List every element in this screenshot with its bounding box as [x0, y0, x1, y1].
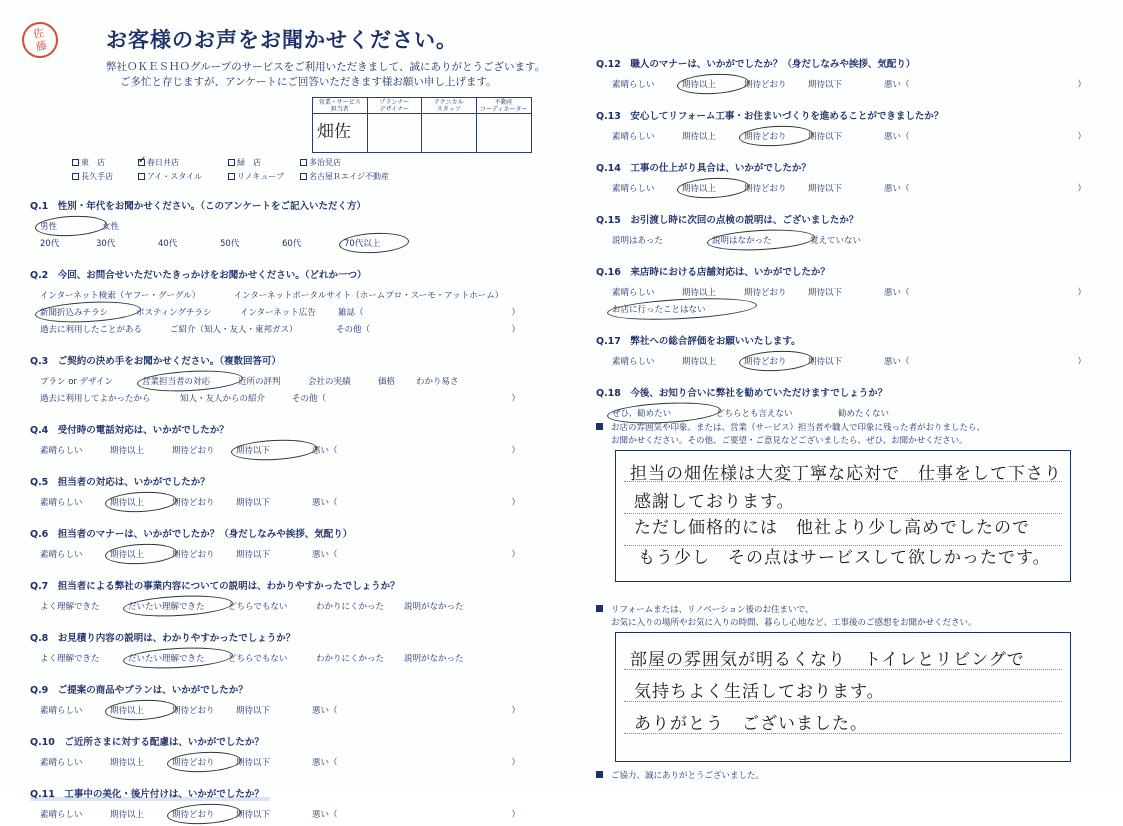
answer-option[interactable]: 期待どおり — [744, 288, 787, 298]
comment1-box[interactable] — [615, 450, 1071, 582]
stamp-char-2: 藤 — [34, 38, 49, 54]
answer-option[interactable]: よく理解できた — [40, 602, 100, 612]
option-row — [596, 130, 1086, 142]
paren-close: ） — [511, 550, 520, 560]
answer-option[interactable]: 勧めたくない — [838, 409, 890, 419]
paren-close: ） — [511, 706, 520, 716]
paren-close: ） — [1077, 357, 1086, 367]
answer-option[interactable]: 期待以下 — [236, 706, 271, 716]
selected-option[interactable]: 営業担当者の対応 — [142, 375, 238, 387]
footer-text: ご協力、誠にありがとうございました。 — [611, 771, 765, 781]
store-option[interactable] — [228, 171, 300, 182]
intro-line-2: ご多忙と存じますが、アンケートにご回答いただきます様お願い申し上げます。 — [120, 76, 497, 88]
answer-option[interactable]: 期待以下 — [236, 498, 271, 508]
question-block — [30, 678, 520, 716]
store-label: 春日井店 — [147, 158, 179, 167]
answer-option[interactable]: 悪い（ — [312, 706, 338, 716]
answer-option[interactable]: どちらでもない — [228, 602, 288, 612]
answer-option[interactable]: 期待以上 — [110, 758, 145, 768]
question-block — [30, 730, 520, 768]
question-title: Q.17 弊社への総合評価をお願いいたします。 — [596, 333, 801, 347]
selected-option[interactable]: だいたい理解できた — [128, 600, 228, 612]
question-block — [596, 52, 1086, 90]
question-title: Q.7 担当者による弊社の事業内容についての説明は、わかりやすかったでしょうか？ — [30, 578, 400, 592]
comment1-heading-line-2: お聞かせください。その他、ご要望・ご意見などございましたら、ぜひ、お聞かせください。 — [611, 436, 968, 446]
option-row — [30, 375, 520, 387]
store-label: アイ・スタイル — [147, 172, 203, 181]
answer-option[interactable]: インターネットポータルサイト（ホームプロ・スーモ・アットホーム） — [233, 291, 504, 301]
answer-option[interactable]: 素晴らしい — [612, 184, 655, 194]
answer-option[interactable]: 価格 — [378, 377, 396, 387]
question-title: Q.8 お見積り内容の説明は、わかりやすかったでしょうか？ — [30, 630, 295, 644]
question-block — [30, 263, 520, 335]
answer-option[interactable]: わかりにくかった — [316, 654, 385, 664]
answer-option[interactable]: ポスティングチラシ — [136, 308, 212, 318]
staff-value-planner[interactable] — [368, 114, 423, 152]
answer-option[interactable]: わかり易さ — [416, 377, 459, 387]
answer-option[interactable]: 素晴らしい — [40, 758, 83, 768]
question-title: Q.2 今回、お問合せいただいたきっかけをお聞かせください。（どれか一つ） — [30, 267, 367, 281]
selected-option[interactable]: だいたい理解できた — [128, 652, 228, 664]
comment1-heading — [596, 422, 985, 448]
checkbox-icon[interactable] — [228, 159, 235, 166]
answer-option[interactable]: 悪い（ — [312, 550, 338, 560]
selected-option[interactable]: 説明はなかった — [712, 234, 810, 246]
paren-close: ） — [511, 308, 520, 318]
comment1-handwriting-2: 感謝しております。 — [634, 492, 795, 512]
store-option[interactable] — [72, 157, 138, 168]
staff-value-technical[interactable] — [422, 114, 477, 152]
store-label: 長久手店 — [81, 172, 113, 181]
selected-option[interactable]: 期待どおり — [172, 756, 236, 768]
answer-option[interactable]: 期待以下 — [808, 132, 843, 142]
store-checklist — [72, 157, 402, 182]
option-row — [596, 234, 1086, 246]
store-option[interactable] — [300, 171, 400, 182]
answer-option[interactable]: 悪い（ — [312, 446, 338, 456]
comment1-handwriting-3: ただし価格的には 他社より少し高めでしたので — [634, 518, 1030, 538]
answer-option[interactable]: 素晴らしい — [40, 706, 83, 716]
answer-option[interactable]: その他（ — [336, 325, 371, 335]
answer-option[interactable]: 悪い（ — [884, 132, 910, 142]
answer-option[interactable]: 悪い（ — [312, 810, 338, 820]
checkbox-icon[interactable] — [300, 159, 307, 166]
answer-option[interactable]: 期待どおり — [744, 80, 787, 90]
answer-option[interactable]: 説明がなかった — [404, 602, 464, 612]
question-block — [30, 418, 520, 456]
store-label: 多治見店 — [309, 158, 341, 167]
selected-option[interactable]: 期待どおり — [744, 130, 808, 142]
answer-option[interactable]: 40代 — [158, 239, 178, 249]
store-option[interactable] — [138, 157, 228, 168]
paren-close: ） — [511, 394, 520, 404]
answer-option[interactable]: 50代 — [220, 239, 240, 249]
answer-option[interactable]: 期待以上 — [682, 357, 717, 367]
store-option[interactable] — [72, 171, 138, 182]
answer-option[interactable]: 期待以下 — [808, 288, 843, 298]
answer-option[interactable]: 期待どおり — [172, 446, 215, 456]
answer-option[interactable]: 近所の評判 — [238, 377, 281, 387]
answer-option[interactable]: 悪い（ — [884, 184, 910, 194]
answer-option[interactable]: 覚えていない — [810, 236, 862, 246]
question-title: Q.5 担当者の対応は、いかがでしたか？ — [30, 474, 210, 488]
comment2-handwriting-3: ありがとう ございました。 — [634, 714, 868, 734]
question-title: Q.1 性別・年代をお聞かせください。（このアンケートをご記入いただく方） — [30, 198, 366, 212]
checkbox-icon[interactable] — [228, 173, 235, 180]
paren-close: ） — [1077, 184, 1086, 194]
answer-option[interactable]: 期待以下 — [808, 184, 843, 194]
comment1-handwriting-1: 担当の畑佐様は大変丁寧な応対で 仕事をして下さり — [630, 464, 1062, 484]
answer-option[interactable]: 素晴らしい — [612, 288, 655, 298]
answer-option[interactable]: 期待以上 — [682, 132, 717, 142]
question-title: Q.9 ご提案の商品やプランは、いかがでしたか？ — [30, 682, 248, 696]
intro-text — [106, 60, 545, 90]
answer-option[interactable]: インターネット検索（ヤフー・グーグル） — [40, 291, 201, 301]
staff-header-realestate: 不動産 コーディネーター — [477, 98, 532, 114]
answer-option[interactable]: 30代 — [96, 239, 116, 249]
question-title: Q.3 ご契約の決め手をお聞かせください。（複数回答可） — [30, 353, 281, 367]
answer-option[interactable]: 期待どおり — [172, 498, 215, 508]
answer-option[interactable]: 悪い（ — [884, 357, 910, 367]
option-row — [30, 306, 520, 318]
stamp-char-1: 佐 — [31, 26, 46, 42]
selected-option[interactable]: 期待以上 — [682, 78, 744, 90]
question-block — [30, 782, 520, 820]
store-label: 名古屋Ｒエイジ不動産 — [309, 172, 389, 181]
answer-option[interactable]: 期待以下 — [236, 758, 271, 768]
selected-option[interactable]: 70代以上 — [344, 237, 404, 249]
comment2-heading-line-1: リフォームまたは、リノベーション後のお住まいで、 — [611, 605, 814, 615]
comment1-heading-line-1: お店の雰囲気や印象。または、営業（サービス）担当者や職人で印象に残った者がおりましたら、 — [611, 423, 986, 433]
question-block — [30, 522, 520, 560]
answer-option[interactable]: 会社の実績 — [308, 377, 351, 387]
selected-option[interactable]: 期待どおり — [172, 808, 236, 820]
checkbox-icon[interactable] — [72, 159, 79, 166]
answer-option[interactable]: どちらとも言えない — [716, 409, 793, 419]
staff-value-sales[interactable]: 畑佐 — [313, 114, 368, 152]
staff-header-technical: テクニカル スタッフ — [422, 98, 477, 114]
paren-close: ） — [511, 498, 520, 508]
staff-value-realestate[interactable] — [477, 114, 532, 152]
bullet-square-icon — [596, 423, 603, 430]
store-option[interactable] — [138, 171, 228, 182]
answer-option[interactable]: 女性 — [102, 222, 120, 232]
checkbox-icon[interactable] — [72, 173, 79, 180]
answer-option[interactable]: 説明がなかった — [404, 654, 464, 664]
paren-close: ） — [1077, 132, 1086, 142]
answer-option[interactable]: どちらでもない — [228, 654, 288, 664]
question-title: Q.13 安心してリフォーム工事・お住まいづくりを進めることができましたか？ — [596, 108, 943, 122]
comment1-handwriting-4: もう少し その点はサービスして欲しかったです。 — [638, 548, 1051, 568]
answer-option[interactable]: 期待どおり — [744, 184, 787, 194]
answer-option[interactable]: 過去に利用してよかったから — [40, 394, 151, 404]
question-block — [30, 626, 520, 664]
answer-option[interactable]: 悪い（ — [884, 288, 910, 298]
answer-option[interactable]: 期待以上 — [110, 810, 145, 820]
option-row — [30, 496, 520, 508]
store-option[interactable] — [228, 157, 300, 168]
question-block — [596, 104, 1086, 142]
option-row — [30, 237, 520, 249]
answer-option[interactable]: その他（ — [292, 394, 327, 404]
answer-option[interactable]: 期待以上 — [682, 288, 717, 298]
right-column — [562, 0, 1123, 793]
answer-option[interactable]: 期待以下 — [808, 80, 843, 90]
answer-option[interactable]: 期待どおり — [172, 706, 215, 716]
answer-option[interactable]: 期待以下 — [808, 357, 843, 367]
answer-option[interactable]: 悪い（ — [884, 80, 910, 90]
comment2-heading — [596, 604, 977, 630]
question-title: Q.16 来店時における店舗対応は、いかがでしたか？ — [596, 264, 830, 278]
answer-option[interactable]: 説明はあった — [612, 236, 663, 246]
staff-header-planner: プランナー デザイナー — [368, 98, 423, 114]
option-row — [596, 407, 1086, 419]
question-block — [30, 349, 520, 404]
bullet-square-icon — [596, 771, 603, 778]
comment2-handwriting-2: 気持ちよく生活しております。 — [634, 682, 885, 702]
option-row — [30, 652, 520, 664]
paren-close: ） — [511, 810, 520, 820]
question-title: Q.12 職人のマナーは、いかがでしたか？（身だしなみや挨拶、気配り） — [596, 56, 915, 70]
question-block — [596, 260, 1086, 315]
paren-close: ） — [1077, 80, 1086, 90]
paren-close: ） — [511, 446, 520, 456]
answer-option[interactable]: インターネット広告 — [240, 308, 316, 318]
answer-option[interactable]: 期待どおり — [172, 550, 215, 560]
comment2-handwriting-1: 部屋の雰囲気が明るくなり トイレとリビングで — [630, 650, 1025, 670]
option-row — [30, 289, 520, 301]
bullet-square-icon — [596, 605, 603, 612]
answer-option[interactable]: 素晴らしい — [612, 357, 655, 367]
store-label: 東 店 — [81, 158, 105, 167]
question-title: Q.6 担当者のマナーは、いかがでしたか？（身だしなみや挨拶、気配り） — [30, 526, 352, 540]
selected-option[interactable]: 期待以上 — [110, 704, 172, 716]
checkbox-icon[interactable] — [138, 159, 145, 166]
option-row — [30, 548, 520, 560]
option-row — [30, 808, 520, 820]
answer-option[interactable]: ご紹介（知人・友人・東邦ガス） — [170, 325, 298, 335]
question-title: Q.14 工事の仕上がり具合は、いかがでしたか？ — [596, 160, 811, 174]
answer-option[interactable]: 悪い（ — [312, 498, 338, 508]
option-row — [30, 444, 520, 456]
answer-option[interactable]: 期待以下 — [236, 810, 271, 820]
question-block — [30, 470, 520, 508]
answer-option[interactable]: 過去に利用したことがある — [40, 325, 143, 335]
checkbox-icon[interactable] — [138, 173, 145, 180]
staff-table — [312, 97, 532, 153]
selected-option[interactable]: 期待以下 — [236, 444, 312, 456]
comment2-heading-line-2: お気に入りの場所やお気に入りの時間、暮らし心地など、工事後のご感想をお聞かせください。 — [611, 618, 977, 628]
store-label: 緑 店 — [237, 158, 261, 167]
option-row — [596, 182, 1086, 194]
selected-option[interactable]: 期待以上 — [110, 496, 172, 508]
option-row — [30, 756, 520, 768]
option-row — [30, 704, 520, 716]
answer-option[interactable]: 素晴らしい — [612, 80, 655, 90]
question-block — [596, 208, 1086, 246]
paren-close: ） — [1077, 288, 1086, 298]
answer-option[interactable]: よく理解できた — [40, 654, 100, 664]
selected-option[interactable]: 期待以上 — [682, 182, 744, 194]
checkbox-icon[interactable] — [300, 173, 307, 180]
question-title: Q.15 お引渡し時に次回の点検の説明は、ございましたか？ — [596, 212, 858, 226]
selected-option[interactable]: お店に行ったことはない — [612, 303, 752, 315]
answer-option[interactable]: 60代 — [282, 239, 302, 249]
question-title: Q.18 今後、お知り合いに弊社を勧めていただけますでしょうか？ — [596, 385, 887, 399]
option-row — [30, 600, 520, 612]
intro-line-1: 弊社ＯＫＥＳＨＯグループのサービスをご利用いただきまして、誠にありがとうございます。 — [106, 61, 546, 73]
answer-option[interactable]: 素晴らしい — [40, 498, 83, 508]
left-column — [0, 0, 560, 820]
page-title: お客様のお声をお聞かせください。 — [106, 28, 458, 52]
store-label: リノキューブ — [237, 172, 284, 181]
comment2-box[interactable] — [615, 632, 1071, 762]
answer-option[interactable]: 知人・友人からの紹介 — [180, 394, 266, 404]
option-row — [596, 355, 1086, 367]
footer — [596, 770, 764, 783]
question-title: Q.10 ご近所さまに対する配慮は、いかがでしたか？ — [30, 734, 264, 748]
answer-option[interactable]: わかりにくかった — [316, 602, 385, 612]
option-row — [30, 323, 520, 335]
answer-option[interactable]: 20代 — [40, 239, 60, 249]
question-block — [30, 194, 520, 249]
question-title: Q.4 受付時の電話対応は、いかがでしたか？ — [30, 422, 229, 436]
answer-option[interactable]: 素晴らしい — [40, 550, 83, 560]
selected-option[interactable]: ぜひ、勧めたい — [612, 407, 716, 419]
answer-option[interactable]: 雑誌（ — [338, 308, 364, 318]
question-title: Q.11 工事中の美化・後片付けは、いかがでしたか？ — [30, 786, 264, 800]
store-option[interactable] — [300, 157, 400, 168]
selected-option[interactable]: 期待どおり — [744, 355, 808, 367]
name-seal-stamp — [19, 19, 62, 62]
selected-option[interactable]: 新聞折込みチラシ — [40, 306, 136, 318]
selected-option[interactable]: 男性 — [40, 220, 102, 232]
option-row — [30, 220, 520, 232]
staff-header-sales: 営業・サービス 担当者 — [313, 98, 368, 114]
answer-option[interactable]: 期待以上 — [110, 446, 145, 456]
question-block — [596, 381, 1086, 419]
answer-option[interactable]: 素晴らしい — [612, 132, 655, 142]
answer-option[interactable]: 悪い（ — [312, 758, 338, 768]
option-row — [596, 78, 1086, 90]
question-block — [30, 574, 520, 612]
paren-close: ） — [511, 325, 520, 335]
option-row — [30, 392, 520, 404]
answer-option[interactable]: 素晴らしい — [40, 446, 83, 456]
answer-option[interactable]: 素晴らしい — [40, 810, 83, 820]
question-block — [596, 329, 1086, 367]
answer-option[interactable]: 期待以下 — [236, 550, 271, 560]
option-row — [596, 303, 1086, 315]
question-block — [596, 156, 1086, 194]
paren-close: ） — [511, 758, 520, 768]
answer-option[interactable]: プラン or デザイン — [40, 377, 114, 387]
option-row — [596, 286, 1086, 298]
selected-option[interactable]: 期待以上 — [110, 548, 172, 560]
